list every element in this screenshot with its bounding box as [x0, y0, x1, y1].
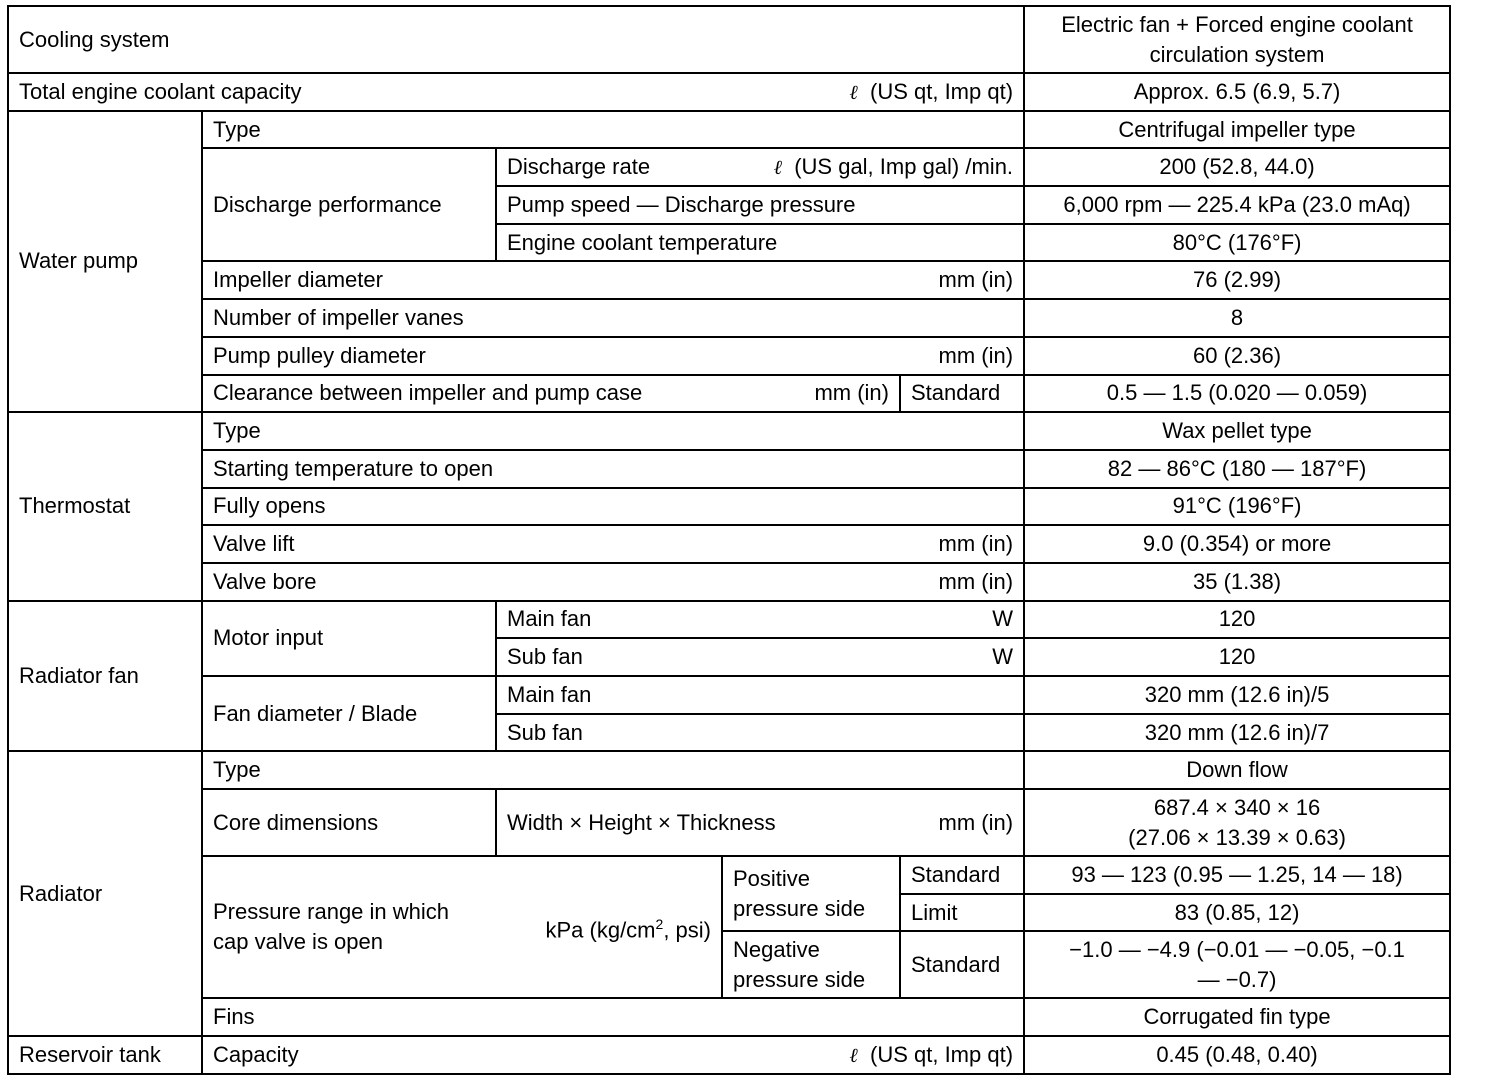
fins-value: Corrugated fin type [1024, 998, 1450, 1036]
reservoir-capacity-cell [202, 1036, 1024, 1074]
core-dimensions-value-line2: (27.06 × 13.39 × 0.63) [1128, 824, 1346, 850]
fully-opens-label: Fully opens [202, 488, 1024, 526]
start-temp-label: Starting temperature to open [202, 450, 1024, 488]
core-dimensions-value-line1: 687.4 × 340 × 16 [1153, 794, 1321, 820]
wp-type-label: Type [202, 111, 1024, 149]
table-row [8, 111, 1450, 149]
table-row [8, 337, 1450, 375]
discharge-performance-label: Discharge performance [202, 148, 496, 261]
blade-main-fan-value: 320 mm (12.6 in)/5 [1024, 676, 1450, 714]
pump-speed-label: Pump speed — Discharge pressure [496, 186, 1024, 224]
coolant-capacity-unit: ℓ (US qt, Imp qt) [849, 78, 1014, 104]
impeller-vanes-label: Number of impeller vanes [202, 299, 1024, 337]
reservoir-capacity-label: Capacity [213, 1041, 299, 1067]
valve-bore-label: Valve bore [213, 568, 317, 594]
clearance-cell [202, 375, 900, 413]
pulley-diameter-value: 60 (2.36) [1024, 337, 1450, 375]
coolant-temp-label: Engine coolant temperature [496, 224, 1024, 262]
table-row [8, 676, 1450, 714]
fins-label: Fins [202, 998, 1024, 1036]
pos-standard-label: Standard [900, 856, 1024, 894]
liter-symbol: ℓ [849, 79, 858, 104]
table-row [8, 148, 1450, 186]
table-row [8, 261, 1450, 299]
table-row [8, 563, 1450, 601]
table-row [8, 789, 1450, 856]
blade-main-fan-label: Main fan [496, 676, 1024, 714]
table-row [8, 450, 1450, 488]
start-temp-value: 82 — 86°C (180 — 187°F) [1024, 450, 1450, 488]
impeller-diameter-label: Impeller diameter [213, 267, 383, 293]
table-row [8, 601, 1450, 639]
discharge-rate-cell [496, 148, 1024, 186]
valve-lift-unit: mm (in) [938, 531, 1014, 557]
impeller-vanes-value: 8 [1024, 299, 1450, 337]
valve-bore-cell [202, 563, 1024, 601]
coolant-capacity-value: Approx. 6.5 (6.9, 5.7) [1024, 73, 1450, 111]
neg-standard-value: −1.0 — −4.9 (−0.01 — −0.05, −0.1 — −0.7) [1024, 931, 1450, 998]
neg-standard-label: Standard [900, 931, 1024, 998]
pulley-diameter-cell [202, 337, 1024, 375]
coolant-capacity-label: Total engine coolant capacity [19, 78, 302, 104]
discharge-rate-unit: ℓ (US gal, Imp gal) /min. [773, 154, 1014, 180]
motor-sub-fan-label: Sub fan [507, 644, 583, 670]
clearance-standard-label: Standard [900, 375, 1024, 413]
motor-main-fan-label: Main fan [507, 606, 592, 632]
radiator-fan-group: Radiator fan [8, 601, 202, 752]
reservoir-capacity-value: 0.45 (0.48, 0.40) [1024, 1036, 1450, 1074]
reservoir-group: Reservoir tank [8, 1036, 202, 1074]
table-row [8, 375, 1450, 413]
liter-symbol: ℓ [773, 155, 782, 180]
pulley-diameter-unit: mm (in) [938, 342, 1014, 368]
liter-symbol: ℓ [849, 1042, 858, 1067]
wp-type-value: Centrifugal impeller type [1024, 111, 1450, 149]
valve-bore-unit: mm (in) [938, 568, 1014, 594]
motor-main-fan-unit: W [992, 606, 1014, 632]
cap-pressure-cell [202, 856, 722, 998]
radiator-type-value: Down flow [1024, 751, 1450, 789]
motor-main-fan-cell [496, 601, 1024, 639]
table-row [8, 488, 1450, 526]
motor-main-fan-value: 120 [1024, 601, 1450, 639]
core-dimensions-value [1024, 789, 1450, 856]
cap-pressure-label-line1: Pressure range in which [213, 899, 450, 925]
thermostat-group: Thermostat [8, 412, 202, 600]
impeller-diameter-cell [202, 261, 1024, 299]
radiator-type-label: Type [202, 751, 1024, 789]
blade-sub-fan-value: 320 mm (12.6 in)/7 [1024, 714, 1450, 752]
table-row [8, 1036, 1450, 1074]
clearance-unit: mm (in) [814, 380, 889, 406]
clearance-value: 0.5 — 1.5 (0.020 — 0.059) [1024, 375, 1450, 413]
impeller-diameter-unit: mm (in) [938, 267, 1014, 293]
cap-pressure-label-line2: cap valve is open [213, 929, 383, 955]
motor-sub-fan-value: 120 [1024, 638, 1450, 676]
cooling-system-value: Electric fan + Forced engine coolant circulation system [1024, 6, 1450, 73]
core-dimensions-label: Core dimensions [202, 789, 496, 856]
water-pump-group: Water pump [8, 111, 202, 413]
discharge-rate-label: Discharge rate [507, 154, 651, 180]
motor-input-label: Motor input [202, 601, 496, 676]
fully-opens-value: 91°C (196°F) [1024, 488, 1450, 526]
thermostat-type-value: Wax pellet type [1024, 412, 1450, 450]
fan-blade-label: Fan diameter / Blade [202, 676, 496, 751]
discharge-rate-value: 200 (52.8, 44.0) [1024, 148, 1450, 186]
pulley-diameter-label: Pump pulley diameter [213, 342, 426, 368]
coolant-temp-value: 80°C (176°F) [1024, 224, 1450, 262]
table-row [8, 299, 1450, 337]
positive-pressure-label: Positive pressure side [722, 856, 900, 931]
table-row [8, 525, 1450, 563]
core-dimensions-sub: Width × Height × Thickness [507, 809, 776, 835]
thermostat-type-label: Type [202, 412, 1024, 450]
table-row [8, 73, 1450, 111]
cap-pressure-unit: kPa ($kg/cm^2$, psi) [545, 916, 711, 943]
coolant-capacity-cell [8, 73, 1024, 111]
core-dimensions-cell [496, 789, 1024, 856]
valve-lift-cell [202, 525, 1024, 563]
pos-standard-value: 93 — 123 (0.95 — 1.25, 14 — 18) [1024, 856, 1450, 894]
table-row [8, 998, 1450, 1036]
negative-pressure-label: Negative pressure side [722, 931, 900, 998]
valve-lift-label: Valve lift [213, 531, 295, 557]
table-row [8, 412, 1450, 450]
cooling-system-label: Cooling system [8, 6, 1024, 73]
cap-pressure-label [213, 897, 449, 957]
pump-speed-value: 6,000 rpm — 225.4 kPa (23.0 mAq) [1024, 186, 1450, 224]
valve-lift-value: 9.0 (0.354) or more [1024, 525, 1450, 563]
radiator-group: Radiator [8, 751, 202, 1036]
valve-bore-value: 35 (1.38) [1024, 563, 1450, 601]
motor-sub-fan-cell [496, 638, 1024, 676]
table-row [8, 6, 1450, 73]
core-dimensions-unit: mm (in) [938, 809, 1014, 835]
reservoir-capacity-unit: ℓ (US qt, Imp qt) [849, 1041, 1014, 1067]
cooling-spec-table [7, 5, 1451, 1075]
motor-sub-fan-unit: W [992, 644, 1014, 670]
table-row [8, 856, 1450, 894]
impeller-diameter-value: 76 (2.99) [1024, 261, 1450, 299]
pos-limit-value: 83 (0.85, 12) [1024, 894, 1450, 932]
table-row [8, 751, 1450, 789]
clearance-label: Clearance between impeller and pump case [213, 380, 643, 406]
pos-limit-label: Limit [900, 894, 1024, 932]
blade-sub-fan-label: Sub fan [496, 714, 1024, 752]
